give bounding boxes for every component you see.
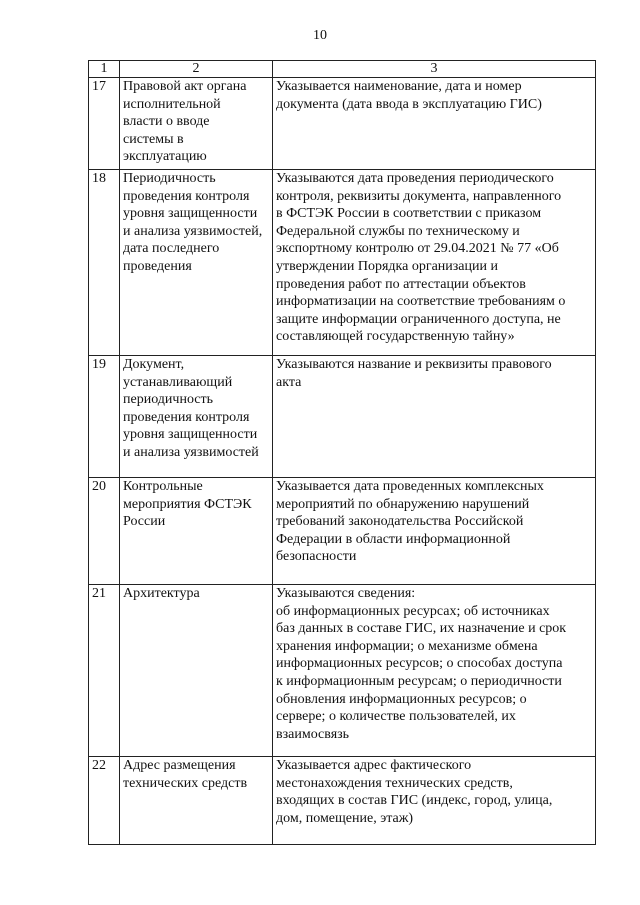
row-field: Документ, устанавливающий периодичность проведения контроля уровня защищенности и анализа уязвимостей bbox=[120, 356, 273, 478]
table-header-row bbox=[89, 61, 596, 78]
row-number: 21 bbox=[89, 585, 120, 757]
document-table bbox=[88, 60, 596, 845]
table-row bbox=[89, 757, 596, 845]
row-description: Указываются название и реквизиты правового акта bbox=[273, 356, 596, 478]
row-number: 18 bbox=[89, 170, 120, 356]
row-number: 19 bbox=[89, 356, 120, 478]
column-header-description: 3 bbox=[273, 61, 596, 78]
row-description: Указывается наименование, дата и номер документа (дата ввода в эксплуатацию ГИС) bbox=[273, 78, 596, 170]
row-field: Архитектура bbox=[120, 585, 273, 757]
table-row bbox=[89, 170, 596, 356]
column-header-field: 2 bbox=[120, 61, 273, 78]
page-number: 10 bbox=[313, 28, 327, 43]
column-header-number: 1 bbox=[89, 61, 120, 78]
table-row bbox=[89, 478, 596, 585]
row-field: Правовой акт органа исполнительной власти о вводе системы в эксплуатацию bbox=[120, 78, 273, 170]
row-field: Адрес размещения технических средств bbox=[120, 757, 273, 845]
row-description: Указывается адрес фактического местонахождения технических средств, входящих в состав ГИС (индекс, город, улица, дом, помещение, этаж) bbox=[273, 757, 596, 845]
row-number: 17 bbox=[89, 78, 120, 170]
row-description: Указываются сведения: об информационных ресурсах; об источниках баз данных в составе ГИС, их назначение и срок хранения информации; о механизме обмена информационных ресурсов; о способах доступа к информационным ресурсам; о периодичности обновления информационных ресурсов; о сервере; о количестве пользователей, их взаимосвязь bbox=[273, 585, 596, 757]
row-description: Указывается дата проведенных комплексных мероприятий по обнаружению нарушений требований законодательства Российской Федерации в области информационной безопасности bbox=[273, 478, 596, 585]
row-field: Контрольные мероприятия ФСТЭК России bbox=[120, 478, 273, 585]
row-description: Указываются дата проведения периодического контроля, реквизиты документа, направленного в ФСТЭК России в соответствии с приказом Федеральной службы по техническому и экспортному контролю от 29.04.2021 № 77 «Об утверждении Порядка организации и проведения работ по аттестации объектов информатизации на соответствие требованиям о защите информации ограниченного доступа, не составляющей государственную тайну» bbox=[273, 170, 596, 356]
row-number: 20 bbox=[89, 478, 120, 585]
table-row bbox=[89, 585, 596, 757]
row-number: 22 bbox=[89, 757, 120, 845]
table-row bbox=[89, 78, 596, 170]
row-field: Периодичность проведения контроля уровня защищенности и анализа уязвимостей, дата последнего проведения bbox=[120, 170, 273, 356]
table-row bbox=[89, 356, 596, 478]
